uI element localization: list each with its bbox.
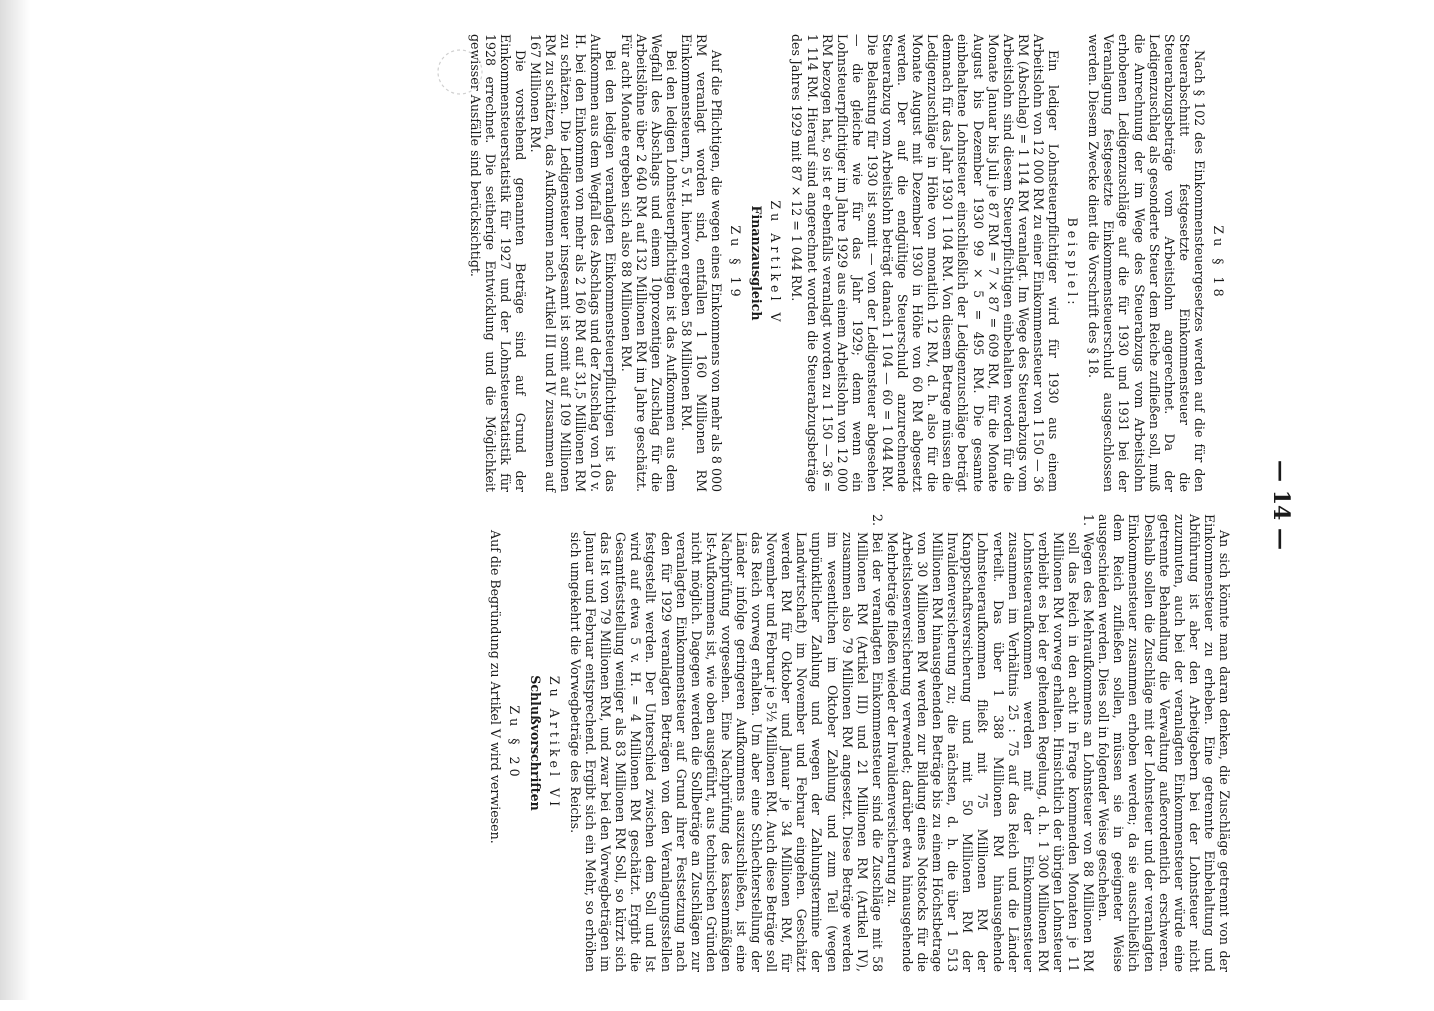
numbered-item [885, 514, 1096, 972]
example-heading: Beispiel: [1065, 217, 1081, 309]
paragraph: Nach § 102 des Einkommensteuergesetzes werden auf die für den Steuerabschnitt festgesetzte Einkommensteuer die Steuerabzugsbeträge vom Arbeitslohn angerechnet. Da der Ledigenzuschlag als gesonderte Steuer dem Reiche zufließen soll, muß die Anrechnung der im Wege des Steuerabzugs vom Arbeitslohn erhobenen Ledigenzuschläge auf die für 1930 und 1931 bei der Veranlagung festgesetzte Einkommensteuerschuld ausgeschlossen werden. Diesem Zwecke dient die Vorschrift des § 18. [1086, 34, 1207, 492]
stamp-mark [430, 42, 490, 102]
right-column [488, 514, 1233, 972]
section-heading: Zu § 19 [728, 225, 744, 301]
paragraph: Bei den ledigen veranlagten Einkommensteuerpflichtigen ist das Aufkommen aus dem Wegfall des Abschlags und der Zuschlag von 10 v. H. bei den Einkommen von mehr als 2 160 RM auf 31,5 Millionen RM zu schätzen. Die Ledigensteuer insgesamt ist somit auf 109 Millionen RM zu schätzen, das Aufkommen nach Artikel III und IV zusammen auf 167 Millionen RM. [527, 34, 619, 492]
article-title: Finanzausgleich [749, 205, 765, 321]
item-number: 2. [869, 514, 885, 527]
margin-credit [1409, 8, 1434, 388]
article-heading: Zu Artikel V [768, 200, 784, 326]
section-heading: Zu § 20 [506, 705, 522, 781]
left-column [468, 34, 1233, 492]
paragraph: Auf die Begründung zu Artikel V wird verwiesen. [487, 530, 503, 844]
page-number: — 14 — [1268, 460, 1294, 550]
paragraph: Ein lediger Lohnsteuerpflichtiger wird für 1930 aus einem Arbeitslohn von 12 000 RM zu einer Einkommensteuer von 1 150 — 36 RM (Abschlag) = 1 114 RM veranlagt. Im Wege des Steuerabzugs vom Arbeitslohn sind diesem Steuerpflichtigen einbehalten worden für die Monate Januar bis Juli je 87 RM = 7 × 87 = 609 RM, für die Monate August bis Dezember 1930 99 × 5 = 495 RM. Die gesamte einbehaltene Lohnsteuer einschließlich der Ledigenzuschläge beträgt demnach für das Jahr 1930 1 104 RM. Von diesem Betrage müssen die Ledigenzuschläge in Höhe von monatlich 12 RM, d. h. also für die Monate August mit Dezember 1930 in Höhe von 60 RM abgesetzt werden. Der auf die endgültige Steuerschuld anzurechnende Steuerabzug vom Arbeitslohn beträgt danach 1 104 — 60 = 1 044 RM. Die Belastung für 1930 ist somit — von der Ledigensteuer abgesehen — die gleiche wie für das Jahr 1929; denn wenn ein Lohnsteuerpflichtiger im Jahre 1929 aus einem Arbeitslohn von 12 000 RM bezogen hat, so ist er ebenfalls veranlagt worden zu 1 150 — 36 = 1 114 RM. Hierauf sind angerechnet worden die Steuerabzugsbeträge des Jahres 1929 mit 87 × 12 = 1 044 RM. [789, 34, 1062, 492]
numbered-item [568, 514, 885, 972]
scan-edge-shadow [0, 0, 30, 1000]
section-heading: Zu § 18 [1211, 225, 1226, 301]
article-title: Schlußvorschriften [527, 675, 543, 811]
paragraph: Die vorstehend genannten Beträge sind auf Grund der Einkommensteuerstatistik für 1927 und der Lohnsteuerstatistik für 1928 errechnet. Die seitherige Entwicklung und die Möglichkeit gewisser Ausfälle sind berücksichtigt. [467, 34, 528, 492]
item-text: Wegen des Mehraufkommens an Lohnsteuer von 88 Millionen RM soll das Reich in den acht in Frage kommenden Monaten je 11 Millionen RM vorweg erhalten. Hinsichtlich der übrigen Lohnsteuer verbleibt es bei der geltenden Regelung, d. h. 1 300 Millionen RM Lohnsteueraufkommen werden mit der Einkommensteuer zusammen im Verhältnis 25 : 75 auf das Reich und die Länder verteilt. Das über 1 388 Millionen RM hinausgehende Lohnsteueraufkommen fließt mit 75 Millionen RM der Knappschaftsversicherung und mit 50 Millionen RM der Invalidenversicherung zu; die nächsten, d. h. die über 1 513 Millionen RM hinausgehenden Beträge bis zu einem Höchstbetrage von 30 Millionen RM werden zur Bildung eines Notstocks für die Arbeitslosenversicherung verwendet; darüber etwa hinausgehende Mehrbeträge fließen wieder der Invalidenversicherung zu. [884, 532, 1097, 972]
article-heading: Zu Artikel VI [546, 675, 562, 811]
paragraph: An sich könnte man daran denken, die Zuschläge getrennt von der Einkommensteuer zu erheben. Eine getrennte Einbehaltung und Abführung ist aber den Arbeitgebern bei der Lohnsteuer nicht zuzumuten, auch bei der veranlagten Einkommensteuer würde eine getrennte Behandlung die Verwaltung außerordentlich erschweren. Deshalb sollen die Zuschläge mit der Lohnsteuer und der veranlagten Einkommensteuer zusammen erhoben werden; da sie ausschließlich dem Reich zufließen sollen, müssen sie in geeigneter Weise ausgeschieden werden. Dies soll in folgender Weise geschehen. [1096, 514, 1232, 972]
paragraph: Bei den ledigen Lohnsteuerpflichtigen ist das Aufkommen aus dem Wegfall des Abschlags und einem 10prozentigen Zuschlag für die Arbeitslöhne über 2 640 RM auf 132 Millionen RM im Jahre geschätzt. Für acht Monate ergeben sich also 88 Millionen RM. [618, 34, 679, 492]
document-page [30, 0, 1350, 1011]
item-text: Bei der veranlagten Einkommensteuer sind die Zuschläge mit 58 Millionen RM (Artikel III) und 21 Millionen RM (Artikel IV), zusammen also 79 Millionen RM angesetzt. Diese Beträge werden im wesentlichen im Oktober Zahlung und zum Teil (wegen unpünktlicher Zahlung und wegen der Zahlungstermine der Landwirtschaft) im November und Februar eingehen. Geschätzt werden RM für Oktober und Januar je 34 Millionen RM, für November und Februar je 5½ Millionen RM. Auch diese Beträge soll das Reich vorweg erhalten. Um aber eine Schlechterstellung der Länder infolge geringeren Aufkommens auszuschließen, ist eine Nachprüfung vorgesehen. Eine Nachprüfung des kassenmäßigen Ist-Aufkommens ist, wie oben ausgeführt, aus technischen Gründen nicht möglich. Dagegen werden die Sollbeträge an Zuschlägen zur veranlagten Einkommensteuer auf Grund ihrer Festsetzung nach den für 1929 veranlagten Beträgen von den Veranlagungsstellen festgestellt werden. Der Unterschied zwischen dem Soll und Ist wird auf etwa 5 v. H. = 4 Millionen RM geschätzt. Ergibt die Gesamtfeststellung weniger als 83 Millionen RM Soll, so kürzt sich das Ist von 79 Millionen RM, und zwar bei den Vorwegbeträgen im Januar und Februar entsprechend. Ergibt sich ein Mehr, so erhöhen sich umgekehrt die Vorwegbeträge des Reichs. [567, 532, 885, 972]
item-number: 1. [1081, 514, 1097, 527]
paragraph: Auf die Pflichtigen, die wegen eines Einkommens von mehr als 8 000 RM veranlagt worden sind, entfallen 1 160 Millionen RM Einkommensteuern, 5 v. H. hiervon ergeben 58 Millionen RM. [678, 34, 725, 492]
